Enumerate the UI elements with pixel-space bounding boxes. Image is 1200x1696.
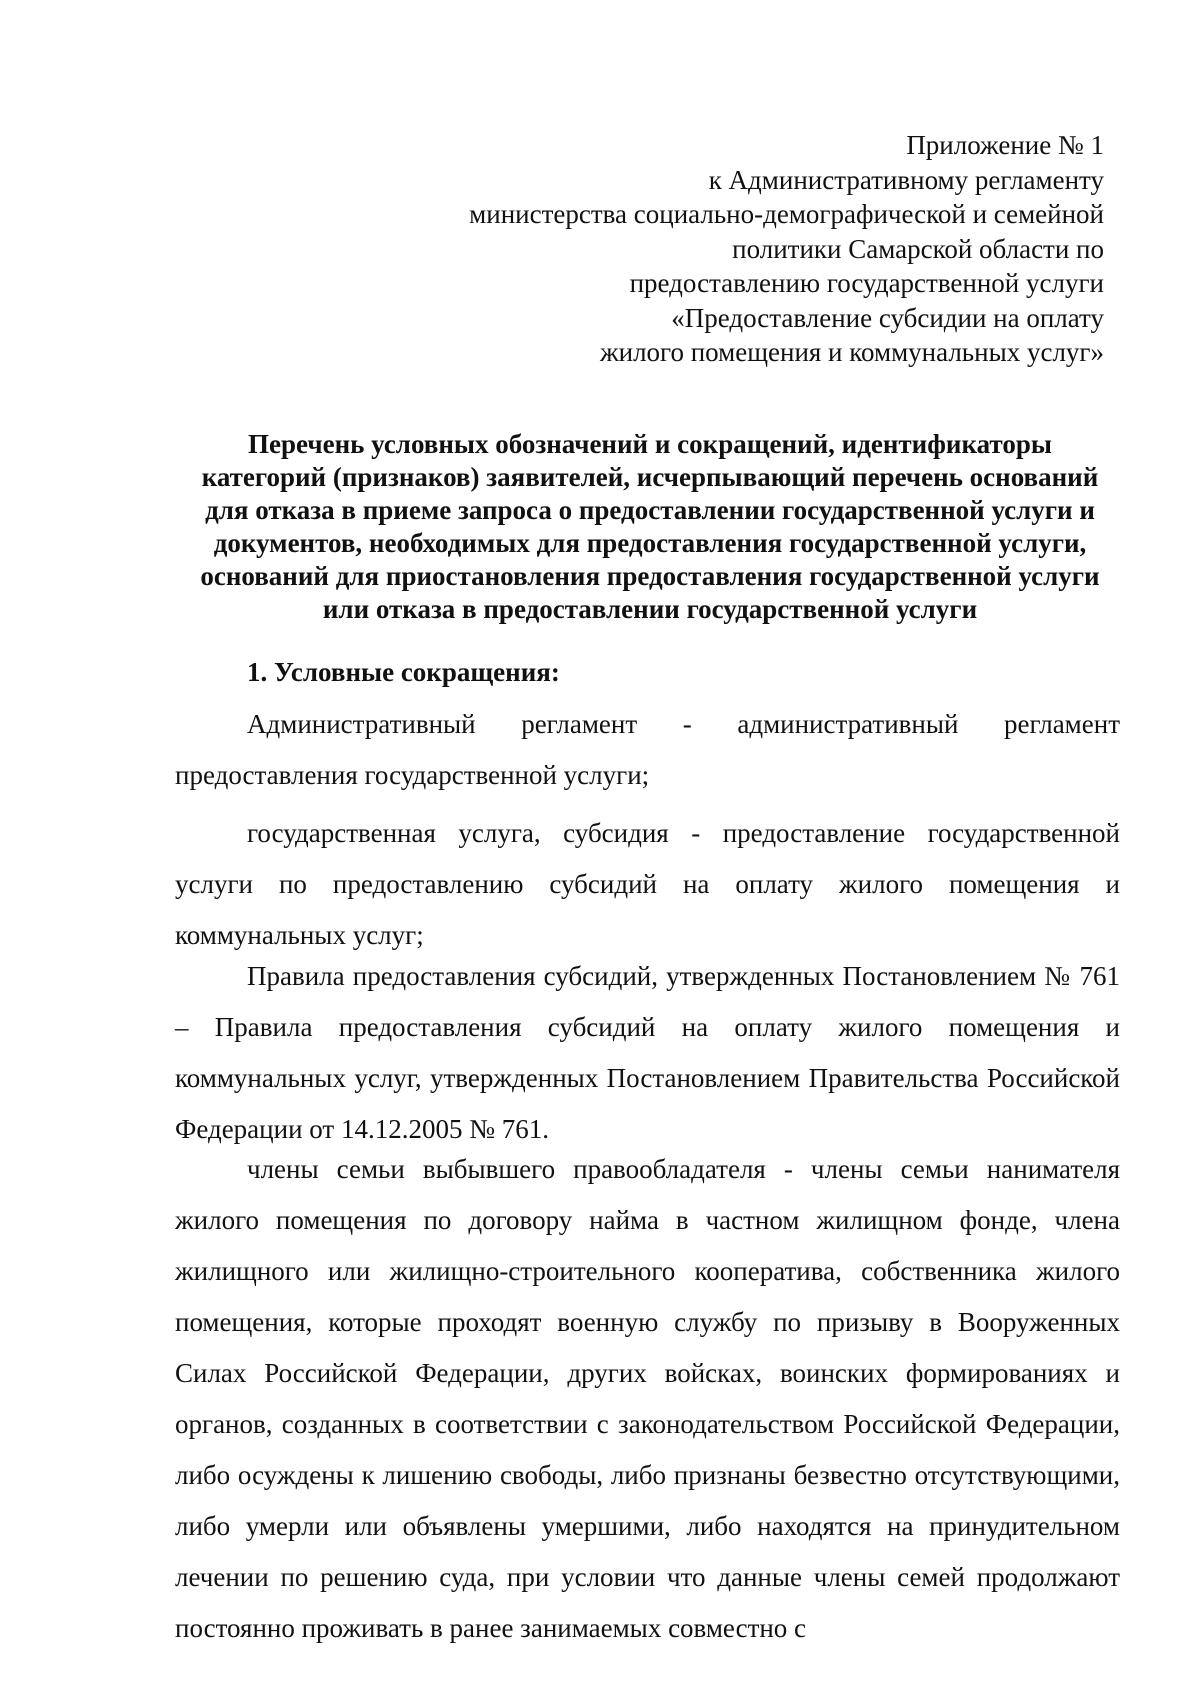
- paragraph-family-members: члены семьи выбывшего правообладателя - члены семьи нанимателя жилого помещения по договору найма в частном жилищном фонде, члена жилищного или жилищно-строительного кооператива, собственника жилого помещения, которые проходят военную службу по призыву в Вооруженных Силах Российской Федерации, других войсках, воинских формированиях и органов, созданных в соответствии с законодательством Российской Федерации, либо осуждены к лишению свободы, либо признаны безвестно отсутствующими, либо умерли или объявлены умершими, либо находятся на принудительном лечении по решению суда, при условии что данные члены семей продолжают постоянно проживать в ранее занимаемых совместно с: [175, 1154, 1120, 1643]
- appendix-line: предоставлению государственной услуги: [629, 268, 1104, 298]
- title-line: категорий (признаков) заявителей, исчерпывающий перечень оснований: [201, 462, 1099, 492]
- appendix-line: политики Самарской области по: [732, 233, 1104, 264]
- paragraph-state-service: государственная услуга, субсидия - предоставление государственной услуги по предоставлению субсидий на оплату жилого помещения и коммунальных услуг;: [175, 818, 1120, 950]
- paragraph-subsidy-rules: Правила предоставления субсидий, утвержденных Постановлением № 761 – Правила предоставления субсидий на оплату жилого помещения и коммунальных услуг, утвержденных Постановлением Правительства Российской Федерации от 14.12.2005 № 761.: [175, 961, 1120, 1144]
- title-line: для отказа в приеме запроса о предоставлении государственной услуги и: [205, 495, 1095, 525]
- appendix-line: «Предоставление субсидии на оплату: [671, 302, 1104, 333]
- appendix-header: [204, 128, 1104, 370]
- title-line: оснований для приостановления предоставления государственной услуги: [200, 561, 1100, 591]
- title-line: документов, необходимых для предоставления государственной услуги,: [213, 528, 1087, 558]
- document-title: [170, 428, 1130, 626]
- appendix-line: министерства социально-демографической и семейной: [469, 199, 1104, 229]
- appendix-line: жилого помещения и коммунальных услуг»: [599, 337, 1104, 367]
- appendix-line: Приложение № 1: [906, 130, 1104, 160]
- title-line: или отказа в предоставлении государственной услуги: [322, 594, 978, 624]
- paragraph-administrative-regulation: Административный регламент - административный регламент предоставления государственной услуги;: [175, 709, 1120, 790]
- title-line: Перечень условных обозначений и сокращений, идентификаторы: [248, 429, 1052, 459]
- section-heading: 1. Условные сокращения:: [247, 657, 560, 687]
- appendix-line: к Административному регламенту: [708, 164, 1104, 195]
